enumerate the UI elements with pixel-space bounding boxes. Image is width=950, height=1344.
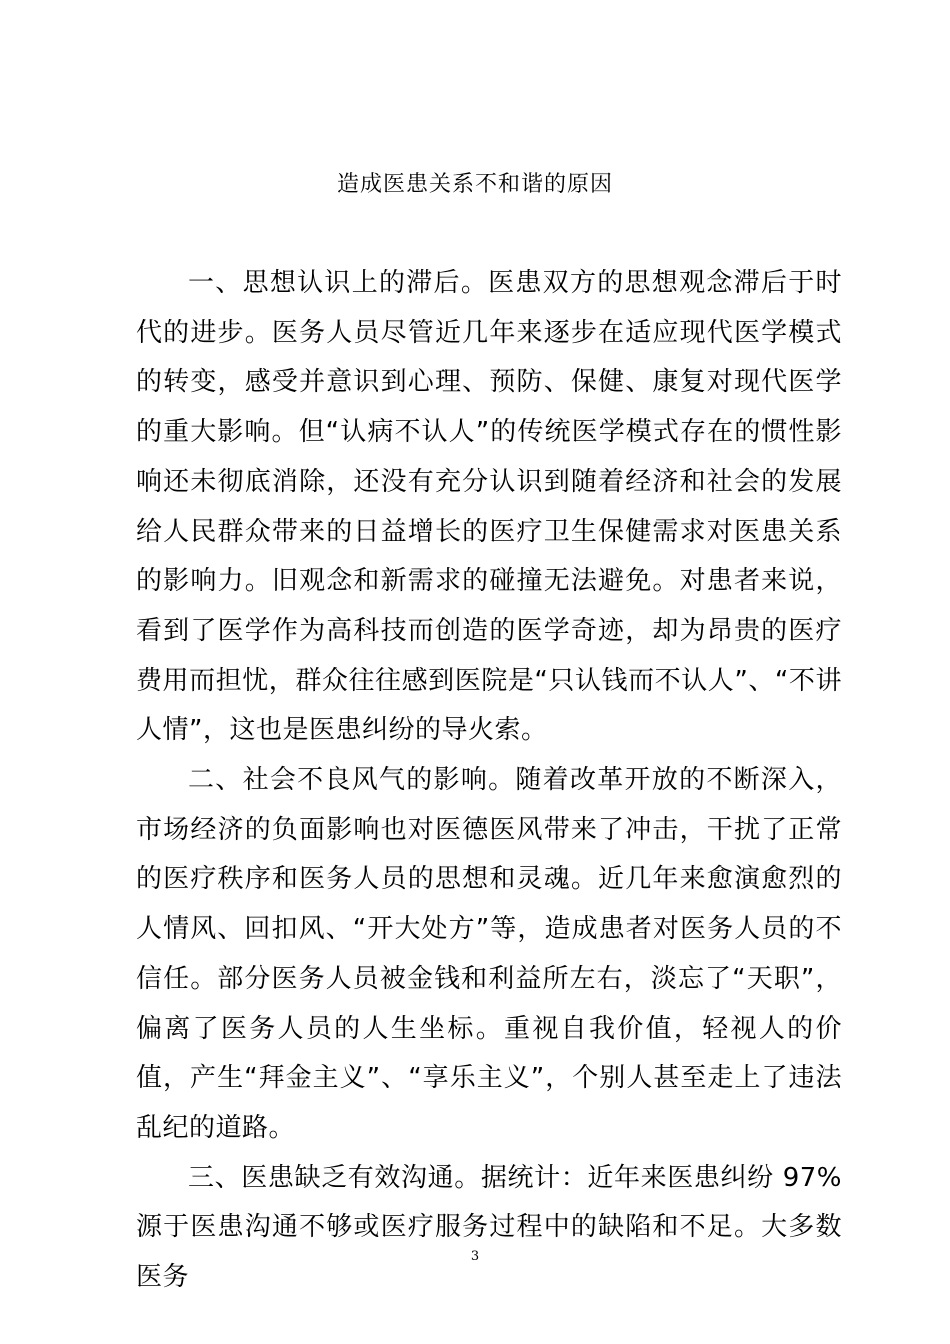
document-title: 造成医患关系不和谐的原因	[336, 172, 613, 197]
document-body	[136, 259, 842, 1303]
paragraph-communication: 三、医患缺乏有效沟通。据统计：近年来医患纠纷 97%源于医患沟通不够或医疗服务过程中的缺陷和不足。大多数医务	[136, 1162, 842, 1293]
page-number: 3	[470, 1249, 480, 1264]
paragraph-thinking-lag: 一、思想认识上的滞后。医患双方的思想观念滞后于时代的进步。医务人员尽管近几年来逐步在适应现代医学模式的转变，感受并意识到心理、预防、保健、康复对现代医学的重大影响。但“认病不认人”的传统医学模式存在的惯性影响还未彻底消除，还没有充分认识到随着经济和社会的发展给人民群众带来的日益增长的医疗卫生保健需求对医患关系的影响力。旧观念和新需求的碰撞无法避免。对患者来说，看到了医学作为高科技而创造的医学奇迹，却为昂贵的医疗费用而担忧，群众往往感到医院是“只认钱而不认人”、“不讲人情”，这也是医患纠纷的导火索。	[136, 268, 842, 746]
paragraph-social-influence: 二、社会不良风气的影响。随着改革开放的不断深入，市场经济的负面影响也对医德医风带来了冲击，干扰了正常的医疗秩序和医务人员的思想和灵魂。近几年来愈演愈烈的人情风、回扣风、“开大处方”等，造成患者对医务人员的不信任。部分医务人员被金钱和利益所左右，淡忘了“天职”，偏离了医务人员的人生坐标。重视自我价值，轻视人的价值，产生“拜金主义”、“享乐主义”，个别人甚至走上了违法乱纪的道路。	[136, 765, 842, 1143]
